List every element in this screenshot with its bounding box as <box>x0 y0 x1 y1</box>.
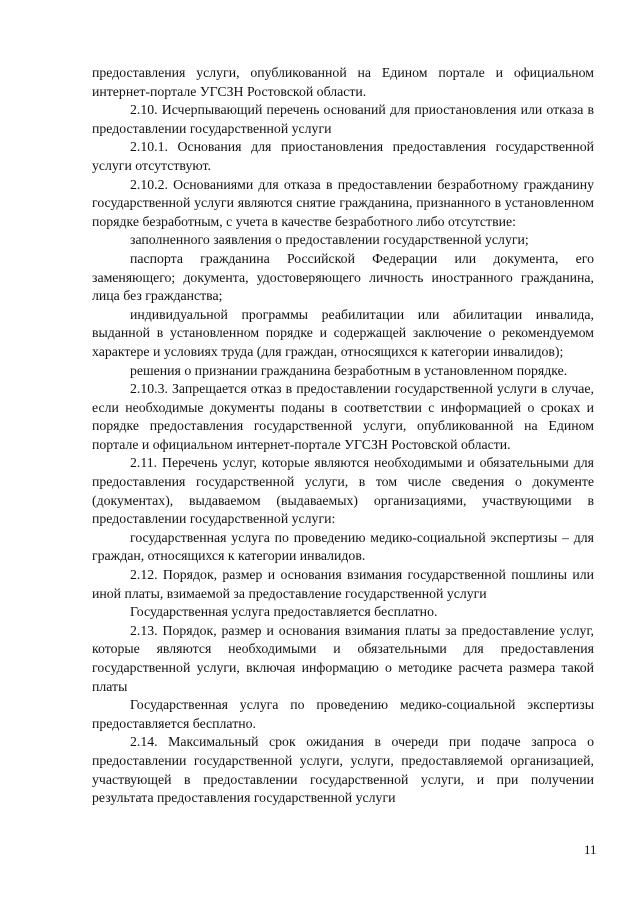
paragraph-2-13: 2.13. Порядок, размер и основания взимания платы за предоставление услуг, которые являются необходимыми и обязательными для предоставления государственной услуги, включая информацию о методике расчета размера такой платы <box>92 622 594 694</box>
paragraph-2-10: 2.10. Исчерпывающий перечень оснований для приостановления или отказа в предоставлении государственной услуги <box>92 102 594 136</box>
paragraph-2-14: 2.14. Максимальный срок ожидания в очереди при подаче запроса о предоставлении государственной услуги, услуги, предоставляемой организацией, участвующей в предоставлении государственной услуги, и при получении результата предоставления государственной услуги <box>92 734 594 806</box>
list-item-rehabilitation-program: индивидуальной программы реабилитации или абилитации инвалида, выданной в установленном порядке и содержащей заключение о рекомендуемом характере и условиях труда (для граждан, относящихся к категории инвалидов); <box>92 306 594 359</box>
paragraph-2-11: 2.11. Перечень услуг, которые являются необходимыми и обязательными для предоставления государственной услуги, в том числе сведения о документе (документах), выдаваемом (выдаваемых) организациями, участвующими в предоставлении государственной услуги: <box>92 455 594 527</box>
paragraph-2-10-3: 2.10.3. Запрещается отказ в предоставлении государственной услуги в случае, если необходимые документы поданы в соответствии с информацией о сроках и порядке предоставления государственной услуги, опубликованной на Едином портале и официальном интернет-портале УГСЗН Ростовской области. <box>92 381 594 452</box>
list-item-application: заполненного заявления о предоставлении государственной услуги; <box>130 232 529 248</box>
document-body <box>92 64 594 808</box>
paragraph-2-12: 2.12. Порядок, размер и основания взимания государственной пошлины или иной платы, взимаемой за предоставление государственной услуги <box>92 567 594 601</box>
paragraph-continuation: предоставления услуги, опубликованной на Едином портале и официальном интернет-портале УГСЗН Ростовской области. <box>92 65 594 99</box>
paragraph-expertise-free: Государственная услуга по проведению медико-социальной экспертизы предоставляется бесплатно. <box>92 697 594 731</box>
list-item-passport: паспорта гражданина Российской Федерации или документа, его заменяющего; документа, удостоверяющего личность иностранного гражданина, лица без гражданства; <box>92 250 594 304</box>
list-item-unemployed-decision: решения о признании гражданина безработным в установленном порядке. <box>130 362 568 378</box>
page-number: 11 <box>584 842 597 857</box>
paragraph-medical-expertise: государственная услуга по проведению медико-социальной экспертизы – для граждан, относящихся к категории инвалидов. <box>92 529 594 564</box>
paragraph-free-of-charge: Государственная услуга предоставляется бесплатно. <box>130 604 438 620</box>
paragraph-2-10-1: 2.10.1. Основания для приостановления предоставления государственной услуги отсутствуют. <box>92 139 594 173</box>
paragraph-2-10-2: 2.10.2. Основаниями для отказа в предоставлении безработному гражданину государственной услуги являются снятие гражданина, признанного в установленном порядке безработным, с учета в качестве безработного либо отсутствие: <box>92 176 594 229</box>
